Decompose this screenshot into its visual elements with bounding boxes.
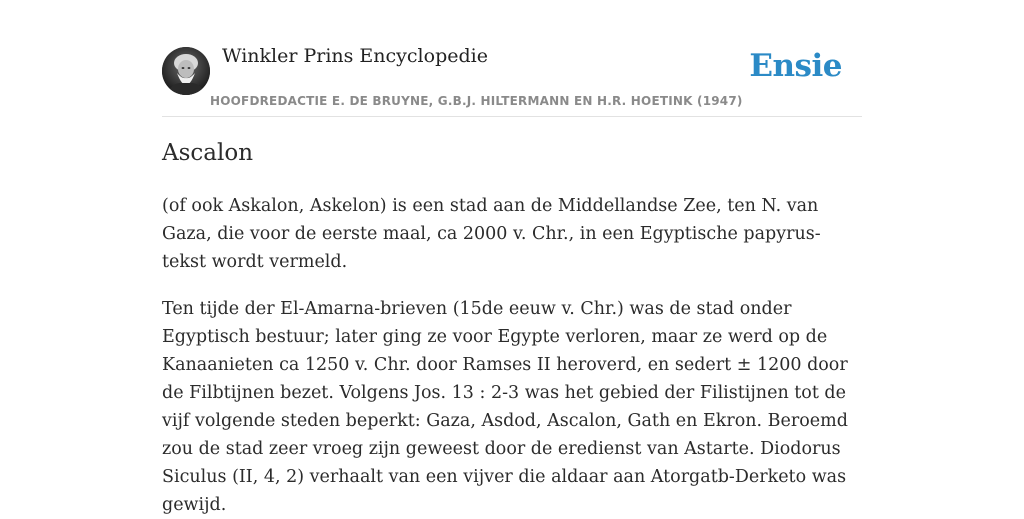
author-avatar[interactable] [162, 47, 210, 95]
article-paragraph-2: Ten tijde der El-Amarna-brieven (15de eeuw v. Chr.) was de stad onder Egyptisch bestuur; later ging ze voor Egypte verloren, maar ze werd op de Kanaanieten ca 1250 v. Chr. door Ramses II heroverd, en sedert ± 1200 door de Filbtijnen bezet. Volgens Jos. 13 : 2-3 was het gebied der Filistijnen tot de vijf volgende steden beperkt: Gaza, Asdod, Ascalon, Gath en Ekron. Beroemd zou de stad zeer vroeg zijn geweest door de eredienst van Astarte. Diodorus Siculus (II, 4, 2) verhaalt van een vijver die aldaar aan Atorgatb-Derketo was gewijd. [162, 299, 848, 515]
header [162, 0, 862, 117]
page-container [162, 0, 862, 515]
article-paragraph-1: (of ook Askalon, Askelon) is een stad aan de Middellandse Zee, ten N. van Gaza, die voor de eerste maal, ca 2000 v. Chr., in een Egyptische papyrus-tekst wordt vermeld. [162, 196, 821, 272]
article-title: Ascalon [162, 140, 254, 166]
ensie-logo-link[interactable]: Ensie [749, 48, 842, 84]
publication-title[interactable]: Winkler Prins Encyclopedie [222, 45, 488, 67]
editors-line: HOOFDREDACTIE E. DE BRUYNE, G.B.J. HILTERMANN EN H.R. HOETINK (1947) [210, 94, 743, 108]
portrait-avatar-icon [162, 47, 210, 95]
